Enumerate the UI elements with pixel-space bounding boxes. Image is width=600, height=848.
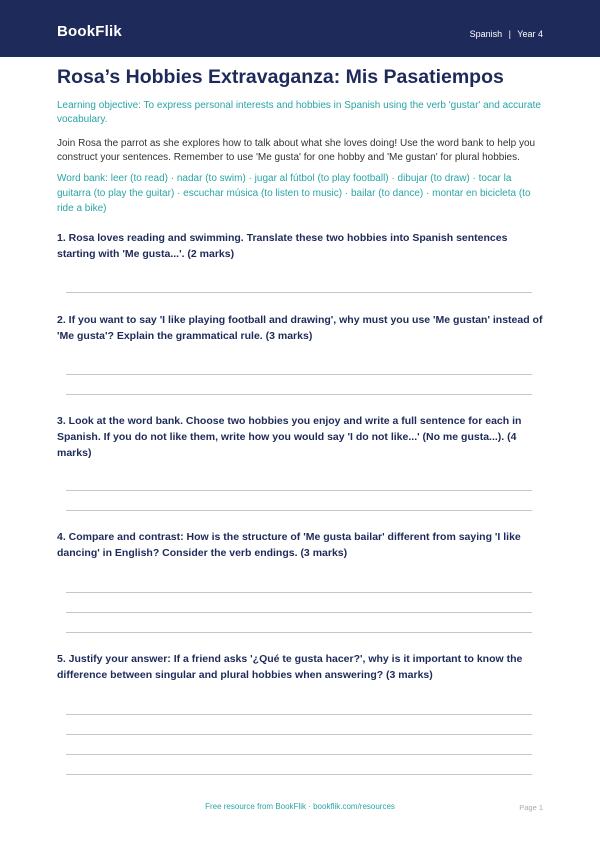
word-bank: Word bank: leer (to read) · nadar (to swim) · jugar al fútbol (to play football) · dibujar (to draw) · tocar la guitarra (to play the guitar) · escuchar música (to listen to music) · bailar (to dance) · montar en bicicleta (to ride a bike) (57, 173, 531, 214)
header-bar (0, 0, 600, 57)
answer-line[interactable] (66, 774, 532, 775)
question-3: 3. Look at the word bank. Choose two hobbies you enjoy and write a full sentence for each in Spanish. If you do not like them, write how you would say 'I do not like...' (No me gusta...). (4 marks) (57, 415, 522, 459)
subject-year-label (470, 29, 543, 39)
question-5: 5. Justify your answer: If a friend asks '¿Qué te gusta hacer?', why is it important to know the difference between singular and plural hobbies when answering? (3 marks) (57, 653, 523, 681)
answer-line[interactable] (66, 292, 532, 293)
meta-separator: | (508, 29, 511, 39)
answer-line[interactable] (66, 592, 532, 593)
answer-line[interactable] (66, 490, 532, 491)
answer-line[interactable] (66, 510, 532, 511)
page-number: Page 1 (519, 803, 543, 812)
page-title: Rosa’s Hobbies Extravaganza: Mis Pasatiempos (57, 66, 504, 88)
question-1: 1. Rosa loves reading and swimming. Translate these two hobbies into Spanish sentences starting with 'Me gusta...'. (2 marks) (57, 232, 508, 260)
year-label: Year 4 (517, 29, 543, 39)
answer-line[interactable] (66, 374, 532, 375)
answer-line[interactable] (66, 632, 532, 633)
question-2: 2. If you want to say 'I like playing football and drawing', why must you use 'Me gustan' instead of 'Me gusta'? Explain the grammatical rule. (3 marks) (57, 314, 543, 342)
answer-line[interactable] (66, 394, 532, 395)
brand-logo: BookFlik (57, 23, 122, 40)
answer-line[interactable] (66, 714, 532, 715)
footer-credit[interactable]: Free resource from BookFlik · bookflik.com/resources (205, 802, 395, 811)
intro-paragraph: Join Rosa the parrot as she explores how to talk about what she loves doing! Use the word bank to help you construct your sentences. Remember to use 'Me gusta' for one hobby and 'Me gustan' for plural hobbies. (57, 138, 536, 163)
subject-label: Spanish (469, 29, 503, 39)
answer-line[interactable] (66, 612, 532, 613)
answer-line[interactable] (66, 734, 532, 735)
question-4: 4. Compare and contrast: How is the structure of 'Me gusta bailar' different from saying 'I like dancing' in English? Consider the verb endings. (3 marks) (57, 531, 521, 559)
answer-line[interactable] (66, 754, 532, 755)
learning-objective: Learning objective: To express personal interests and hobbies in Spanish using the verb 'gustar' and accurate vocabulary. (57, 100, 541, 125)
